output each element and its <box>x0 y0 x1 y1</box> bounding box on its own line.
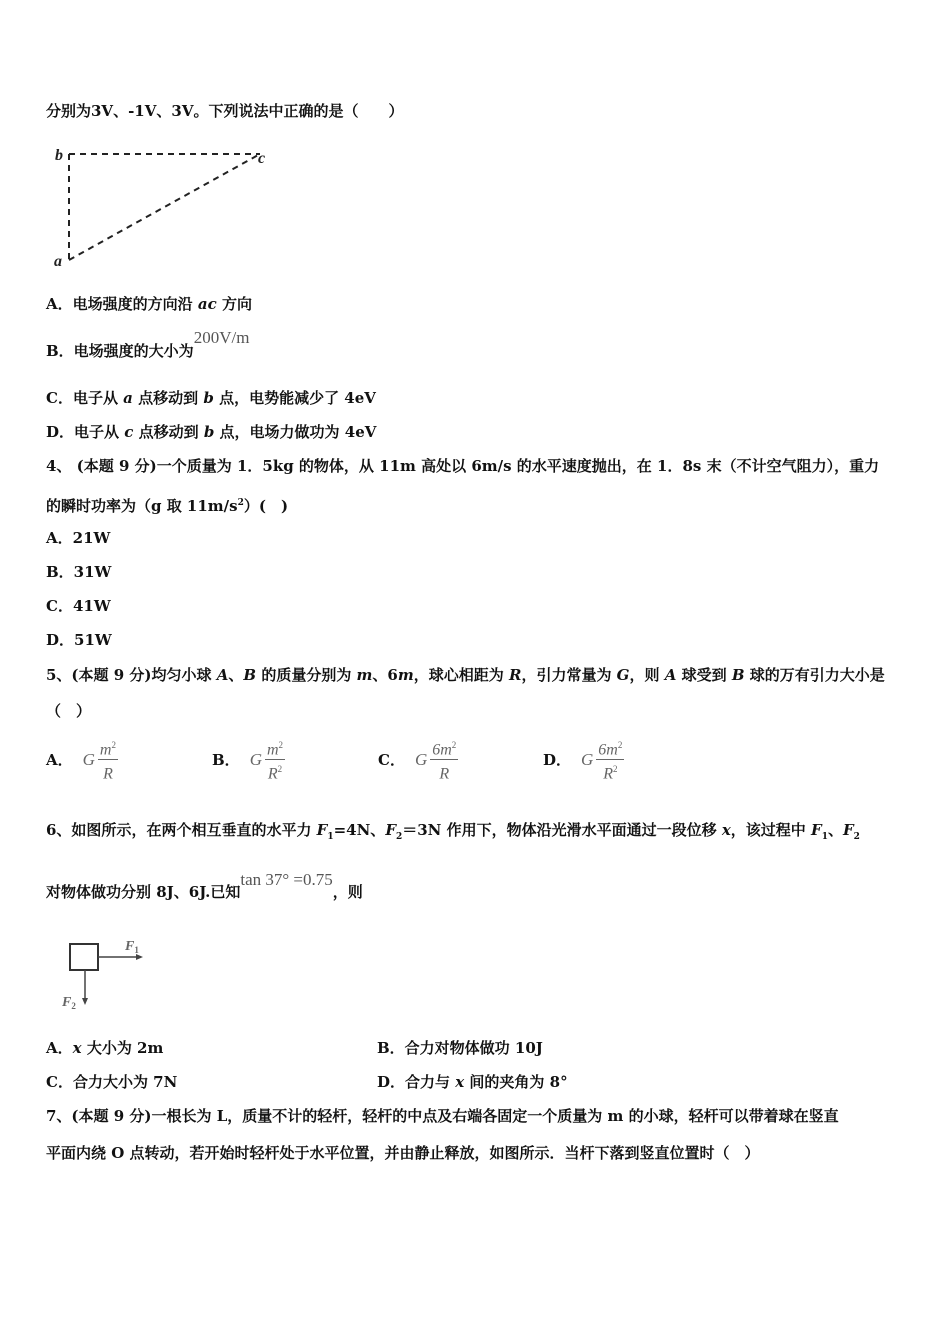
figure-F2-sub: 2 <box>71 1001 76 1011</box>
q7-stem-line2: 平面内绕 O 点转动，若开始时轻杆处于水平位置，并由静止释放，如图所示．当杆下落到竖直位置时（ ） <box>46 1144 760 1162</box>
q6-option-a: A．x 大小为 2m <box>46 1039 164 1057</box>
q5-stem-line2: （ ） <box>46 702 92 720</box>
tan-expression: tan 37° =0.75 <box>240 870 333 889</box>
triangle-figure <box>50 142 280 272</box>
q4-option-d: D．51W <box>46 631 112 649</box>
question-intro-line: 分别为3V、-1V、3V。下列说法中正确的是（ ） <box>46 102 404 120</box>
figure-label-b: b <box>55 147 63 164</box>
force-diagram <box>55 932 165 1012</box>
q6-stem-line1: 6、如图所示，在两个相互垂直的水平力 $F_1=4N$、$F_2=3N$ 作用下，物体沿光滑水平面通过一段位移 x，该过程中 $F_1$、$F_2$ <box>46 821 860 842</box>
q4-stem-line1: 4、 (本题 9 分)一个质量为 1．5kg 的物体，从 11m 高处以 6m/s 的水平速度抛出，在 1．8s 末（不计空气阻力），重力 <box>46 457 880 475</box>
q5-stem-line1: 5、(本题 9 分)均匀小球 A、B 的质量分别为 m、6m，球心相距为 R，引力常量为 G，则 A 球受到 B 球的万有引力大小是 <box>46 666 885 684</box>
q5-option-a: A． G $\frac{m^2}{R}$ <box>46 736 118 784</box>
q4-option-b: B．31W <box>46 563 112 581</box>
figure-F1-label: F <box>125 939 135 954</box>
q3-option-d: D．电子从 c 点移动到 b 点，电场力做功为 4eV <box>46 423 377 441</box>
svg-text:F2 <box>61 995 76 1011</box>
q7-stem-line1: 7、(本题 9 分)一根长为 L，质量不计的轻杆，轻杆的中点及右端各固定一个质量为 m 的小球，轻杆可以带着球在竖直 <box>46 1107 839 1125</box>
figure-label-c: c <box>258 150 266 167</box>
q6-option-c: C．合力大小为 7N <box>46 1073 178 1091</box>
figure-label-a: a <box>54 253 62 270</box>
field-strength-value: 200V/m <box>193 328 250 347</box>
q4-stem-line2: 的瞬时功率为（g 取 $11m/s^2$）( ) <box>46 497 289 515</box>
q3-option-c: C．电子从 a 点移动到 b 点，电势能减少了 4eV <box>46 389 376 407</box>
svg-text:F1 <box>124 939 139 955</box>
q4-option-c: C．41W <box>46 597 111 615</box>
q3-option-b: B．电场强度的大小为200V/m <box>46 328 250 360</box>
q6-stem-line2: 对物体做功分别 8J、6J.已知tan 37° =0.75，则 <box>46 870 363 901</box>
q6-option-d: D．合力与 x 间的夹角为 8° <box>377 1073 568 1091</box>
figure-F1-sub: 1 <box>134 945 139 955</box>
q5-option-b: B． G $\frac{m^2}{R^2}$ <box>212 736 285 784</box>
q3-option-a: A．电场强度的方向沿 ac 方向 <box>46 295 252 313</box>
q4-option-a: A．21W <box>46 529 111 547</box>
q5-option-c: C． G $\frac{6m^2}{R}$ <box>378 736 458 784</box>
q6-option-b: B．合力对物体做功 10J <box>377 1039 543 1057</box>
q5-option-d: D． G $\frac{6m^2}{R^2}$ <box>543 736 624 784</box>
figure-F2-label: F <box>62 995 72 1010</box>
